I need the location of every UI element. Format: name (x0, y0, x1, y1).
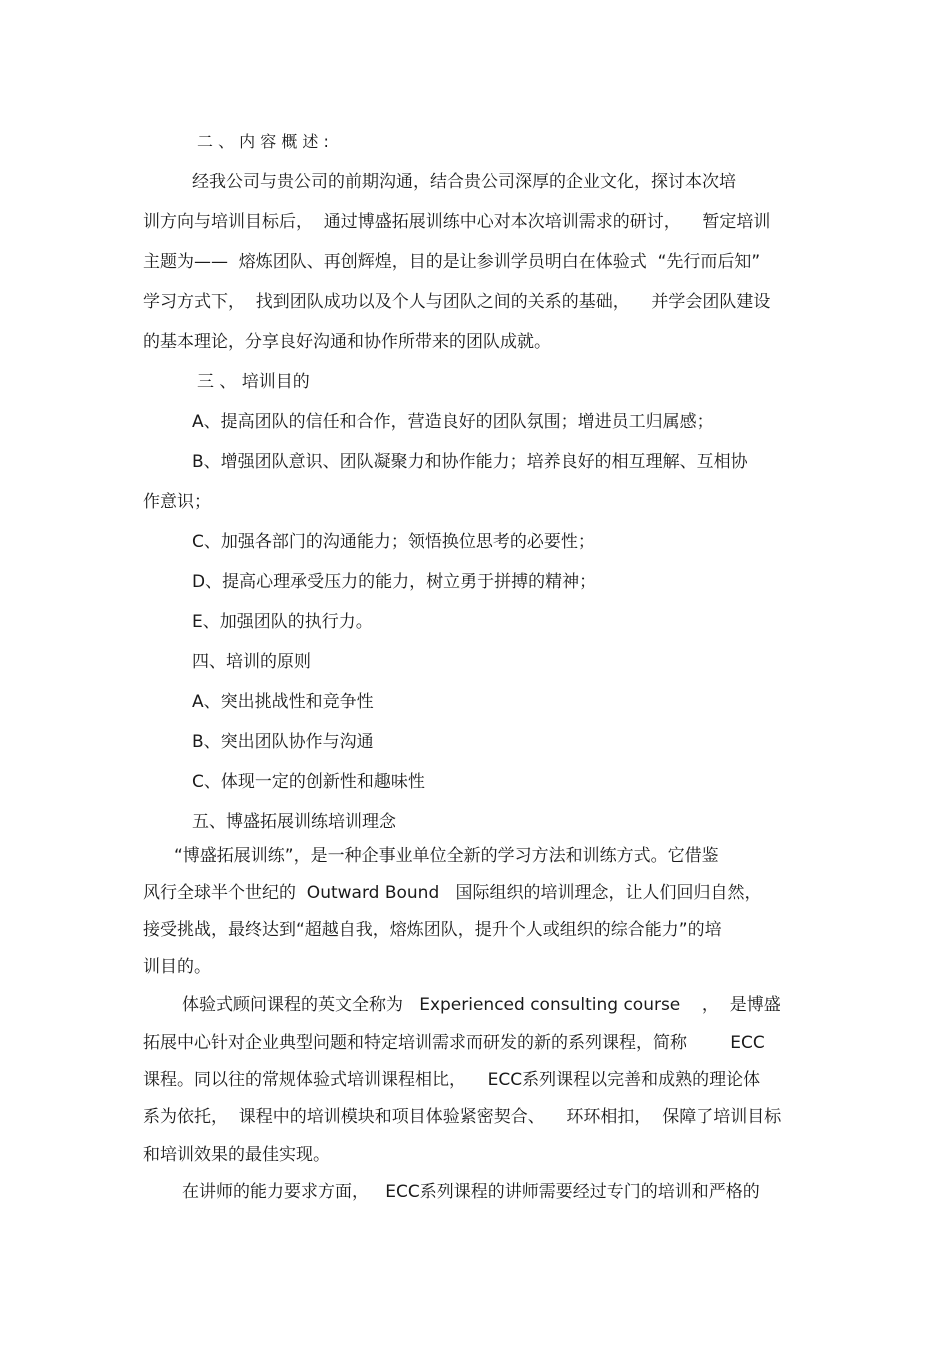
paragraph-line: “博盛拓展训练”，是一种企事业单位全新的学习方法和训练方式。它借鉴 (174, 846, 719, 866)
list-item: E、加强团队的执行力。 (192, 612, 373, 632)
list-item: B、突出团队协作与沟通 (192, 732, 374, 752)
list-item: A、提高团队的信任和合作，营造良好的团队氛围；增进员工归属感； (192, 412, 714, 432)
heading-training-goals: 三 、 培训目的 (197, 372, 310, 392)
paragraph-line: 主题为—— 熔炼团队、再创辉煌，目的是让参训学员明白在体验式 “先行而后知” (143, 252, 761, 272)
paragraph-line: 在讲师的能力要求方面， ECC系列课程的讲师需要经过专门的培训和严格的 (182, 1182, 760, 1202)
paragraph-line: 经我公司与贵公司的前期沟通，结合贵公司深厚的企业文化，探讨本次培 (192, 172, 736, 192)
paragraph-line: 训方向与培训目标后， 通过博盛拓展训练中心对本次培训需求的研讨， 暂定培训 (143, 212, 771, 232)
list-item: A、突出挑战性和竞争性 (192, 692, 374, 712)
paragraph-line: 课程。同以往的常规体验式培训课程相比， ECC系列课程以完善和成熟的理论体 (143, 1070, 761, 1090)
paragraph-line: 拓展中心针对企业典型问题和特定培训需求而研发的新的系列课程，简称 ECC (143, 1033, 765, 1053)
list-item: C、加强各部门的沟通能力；领悟换位思考的必要性； (192, 532, 595, 552)
heading-training-concept: 五、博盛拓展训练培训理念 (192, 812, 396, 832)
heading-training-principles: 四、培训的原则 (192, 652, 311, 672)
paragraph-line: 体验式顾问课程的英文全称为 Experienced consulting course ， 是博盛 (182, 995, 781, 1015)
list-item-continuation: 作意识； (143, 492, 211, 512)
paragraph-line: 训目的。 (143, 957, 211, 977)
heading-content-overview: 二 、 内 容 概 述 : (197, 132, 329, 151)
paragraph-line: 的基本理论，分享良好沟通和协作所带来的团队成就。 (143, 332, 551, 352)
list-item: C、体现一定的创新性和趣味性 (192, 772, 425, 792)
list-item: B、增强团队意识、团队凝聚力和协作能力；培养良好的相互理解、互相协 (192, 452, 748, 472)
paragraph-line: 风行全球半个世纪的 Outward Bound 国际组织的培训理念，让人们回归自然， (143, 883, 762, 903)
paragraph-line: 接受挑战，最终达到“超越自我，熔炼团队，提升个人或组织的综合能力”的培 (143, 920, 722, 940)
paragraph-line: 系为依托， 课程中的培训模块和项目体验紧密契合、 环环相扣， 保障了培训目标 (143, 1107, 782, 1127)
paragraph-line: 学习方式下， 找到团队成功以及个人与团队之间的关系的基础， 并学会团队建设 (143, 292, 771, 312)
paragraph-line: 和培训效果的最佳实现。 (143, 1145, 330, 1165)
list-item: D、提高心理承受压力的能力，树立勇于拼搏的精神； (192, 572, 597, 592)
